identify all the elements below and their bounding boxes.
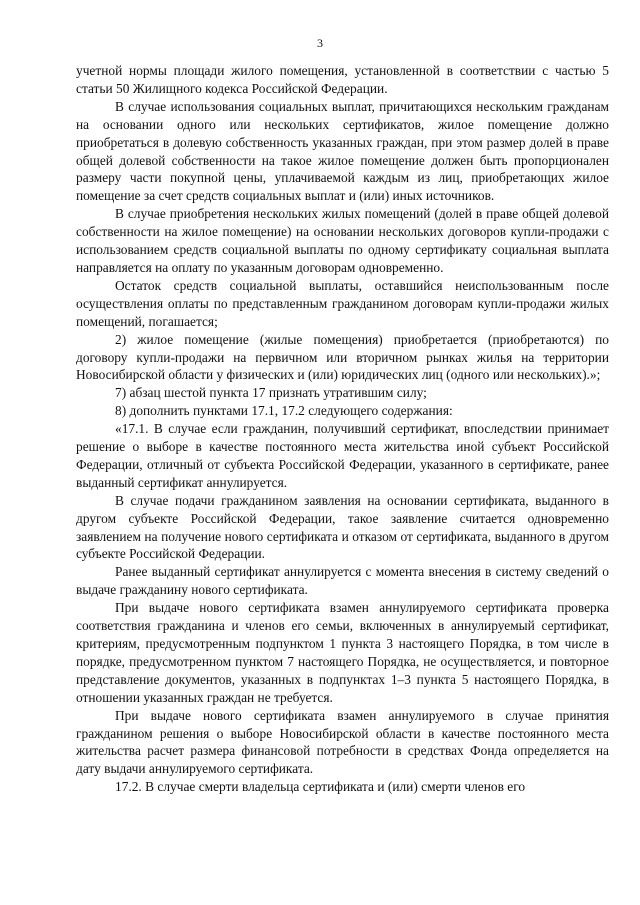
paragraph-2: В случае использования социальных выплат, причитающихся нескольким гражданам на основании одного или нескольких сертификатов, жилое помещение должно приобретаться в долевую собственность указанных граждан, при этом размер долей в праве общей долевой собственности на такое жилое помещение должен быть пропорционален размеру части покупной цены, уплачиваемой каждым из лиц, приобретающих жилое помещение за счет средств социальных выплат и (или) иных источников. <box>76 98 609 204</box>
paragraph-7: 8) дополнить пунктами 17.1, 17.2 следующего содержания: <box>115 403 453 419</box>
paragraph-11: При выдаче нового сертификата взамен аннулируемого сертификата проверка соответствия гражданина и членов его семьи, включенных в аннулируемый сертификат, критериям, предусмотренным подпунктом 1 пункта 3 настоящего Порядка, в том числе в порядке, предусмотренном пунктом 7 настоящего Порядка, не осуществляется, и повторное представление документов, указанных в подпунктах 1–3 пункта 5 настоящего Порядка, в отношении указанных граждан не требуется. <box>76 600 609 705</box>
paragraph-6: 7) абзац шестой пункта 17 признать утратившим силу; <box>115 385 427 401</box>
paragraph-3: В случае приобретения нескольких жилых помещений (долей в праве общей долевой собственности на жилое помещение) на основании нескольких договоров купли-продажи с использованием средств социальной выплаты по одному сертификату социальная выплата направляется на оплату по указанным договорам одновременно. <box>76 206 609 275</box>
page-number: 3 <box>317 36 323 50</box>
paragraph-4: Остаток средств социальной выплаты, оставшийся неиспользованным после осуществления оплаты по представленным гражданином договорам купли-продажи жилых помещений, погашается; <box>76 277 609 329</box>
paragraph-12: При выдаче нового сертификата взамен аннулируемого в случае принятия гражданином решения о выборе Новосибирской области в качестве постоянного места жительства расчет размера финансовой потребности в средствах Фонда определяется на дату выдачи аннулируемого сертификата. <box>76 707 609 777</box>
paragraph-13: 17.2. В случае смерти владельца сертификата и (или) смерти членов его <box>115 779 526 795</box>
paragraph-10: Ранее выданный сертификат аннулируется с момента внесения в систему сведений о выдаче гражданину нового сертификата. <box>76 564 609 598</box>
paragraph-9: В случае подачи гражданином заявления на основании сертификата, выданного в другом субъекте Российской Федерации, такое заявление считается одновременно заявлением на получение нового сертификата и отказом от сертификата, выданного в другом субъекте Российской Федерации. <box>76 492 609 562</box>
document-body <box>76 62 609 796</box>
paragraph-1: учетной нормы площади жилого помещения, установленной в соответствии с частью 5 статьи 50 Жилищного кодекса Российской Федерации. <box>76 63 609 96</box>
paragraph-5: 2) жилое помещение (жилые помещения) приобретается (приобретаются) по договору купли-продажи на первичном или вторичном рынках жилья на территории Новосибирской области у физических и (или) юридических лиц (одного или нескольких).»; <box>76 331 609 383</box>
paragraph-8: «17.1. В случае если гражданин, получивший сертификат, впоследствии принимает решение о выборе в качестве постоянного места жительства иной субъект Российской Федерации, отличный от субъекта Российской Федерации, указанного в сертификате, ранее выданный сертификат аннулируется. <box>76 421 609 490</box>
